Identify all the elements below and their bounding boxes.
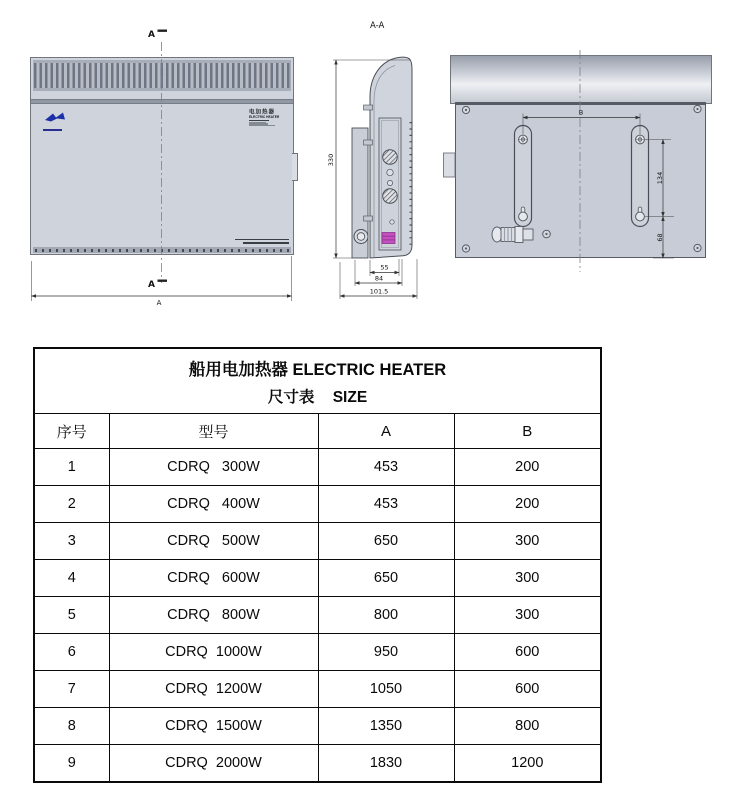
table-cell: 9	[34, 745, 109, 783]
table-subtitle-en: SIZE	[332, 388, 368, 406]
table-title	[34, 348, 601, 414]
small-hole	[387, 180, 392, 185]
table-cell: 300	[454, 523, 601, 560]
table-row	[34, 486, 601, 523]
table-subtitle-cn: 尺寸表	[267, 388, 315, 406]
table-cell: 4	[34, 560, 109, 597]
small-hole	[390, 220, 394, 224]
nameplate-spec-bar	[249, 122, 266, 123]
col-header-a: A	[318, 414, 454, 449]
svg-text:A: A	[156, 299, 162, 307]
warning-text-lines	[233, 237, 289, 244]
svg-text:101.5: 101.5	[369, 287, 389, 296]
warning-line	[243, 242, 289, 244]
table-cell: CDRQ 1000W	[109, 634, 318, 671]
table-row	[34, 671, 601, 708]
section-body	[370, 57, 412, 258]
svg-text:68: 68	[656, 233, 664, 242]
bottom-vent-dashes	[35, 249, 289, 252]
nameplate	[249, 109, 285, 126]
table-cell: CDRQ 300W	[109, 449, 318, 486]
brand-logo	[43, 110, 67, 131]
side-mount-tab-back	[444, 153, 456, 177]
table-cell: 600	[454, 671, 601, 708]
table-cell: 800	[454, 708, 601, 745]
table-cell: 1350	[318, 708, 454, 745]
table-title-cn: 船用电加热器	[188, 360, 288, 379]
table-row	[34, 634, 601, 671]
front-view	[30, 57, 294, 255]
table-cell: 453	[318, 449, 454, 486]
nameplate-spec-bar	[249, 124, 268, 125]
table-cell: 950	[318, 634, 454, 671]
table-row	[34, 560, 601, 597]
table-header-row	[34, 414, 601, 449]
svg-text:A: A	[148, 280, 155, 290]
section-view	[327, 21, 417, 299]
svg-text:B: B	[578, 108, 584, 117]
table-cell: 7	[34, 671, 109, 708]
table-cell: 1830	[318, 745, 454, 783]
side-mount-tab	[292, 153, 298, 181]
table-row	[34, 449, 601, 486]
table-cell: 650	[318, 560, 454, 597]
table-cell: 800	[318, 597, 454, 634]
table-cell: 5	[34, 597, 109, 634]
back-view-top-cover	[450, 55, 712, 104]
table-cell: 1	[34, 449, 109, 486]
section-depth-dim-84	[355, 259, 402, 286]
bottom-vent-strip	[33, 247, 291, 253]
nameplate-title-en: ELECTRIC HEATER	[249, 115, 280, 119]
mount-plate	[352, 128, 368, 258]
table-row	[34, 708, 601, 745]
section-inner-wall	[374, 66, 395, 258]
table-cell: CDRQ 400W	[109, 486, 318, 523]
table-cell: 1050	[318, 671, 454, 708]
svg-text:A: A	[148, 30, 155, 40]
section-height-dimension	[327, 60, 410, 258]
table-title-en: ELECTRIC HEATER	[292, 360, 447, 379]
table-cell: 453	[318, 486, 454, 523]
vent-slots	[34, 63, 290, 88]
table-cell: 300	[454, 560, 601, 597]
table-row	[34, 597, 601, 634]
table-cell: CDRQ 2000W	[109, 745, 318, 783]
table-cell: 600	[454, 634, 601, 671]
section-depth-dim-101-5	[340, 259, 417, 299]
warning-line	[235, 239, 289, 241]
table-cell: 300	[454, 597, 601, 634]
svg-text:55: 55	[380, 263, 389, 272]
table-cell: 200	[454, 486, 601, 523]
brand-logo-icon	[43, 111, 67, 123]
front-divider-band	[31, 99, 293, 104]
table-cell: CDRQ 500W	[109, 523, 318, 560]
svg-text:330: 330	[327, 153, 335, 167]
logo-text-bar	[43, 129, 62, 131]
back-view-panel	[455, 102, 706, 258]
section-depth-dim-55	[370, 259, 399, 276]
table-cell: CDRQ 600W	[109, 560, 318, 597]
table-cell: 6	[34, 634, 109, 671]
svg-text:134: 134	[656, 171, 664, 185]
table-cell: 3	[34, 523, 109, 560]
size-table	[33, 347, 602, 783]
col-header-index: 序号	[34, 414, 109, 449]
plate-screws	[364, 105, 373, 221]
table-cell: 650	[318, 523, 454, 560]
terminal-screw-top	[383, 150, 398, 165]
element-box	[379, 118, 401, 250]
section-mark-top	[148, 30, 167, 41]
table-cell: CDRQ 1500W	[109, 708, 318, 745]
small-hole	[387, 169, 393, 175]
svg-text:84: 84	[374, 274, 384, 283]
terminal-block-magenta	[382, 233, 395, 244]
nameplate-spec-bar	[249, 125, 275, 126]
table-cell: CDRQ 1200W	[109, 671, 318, 708]
table-cell: 1200	[454, 745, 601, 783]
cable-gland-section	[354, 230, 368, 244]
vent-grille	[33, 60, 291, 91]
section-view-title: A-A	[370, 21, 385, 31]
terminal-screw-bottom	[383, 189, 398, 204]
table-row	[34, 523, 601, 560]
table-row	[34, 745, 601, 783]
col-header-model: 型号	[109, 414, 318, 449]
size-table-body	[34, 449, 601, 783]
table-cell: 200	[454, 449, 601, 486]
section-mark-bottom	[148, 280, 167, 291]
table-title-row	[34, 348, 601, 414]
front-width-dimension	[32, 256, 292, 307]
nameplate-title-cn: 电加热器	[249, 109, 275, 115]
table-cell: CDRQ 800W	[109, 597, 318, 634]
nameplate-spec-bar	[249, 120, 269, 121]
table-cell: 2	[34, 486, 109, 523]
col-header-b: B	[454, 414, 601, 449]
table-cell: 8	[34, 708, 109, 745]
